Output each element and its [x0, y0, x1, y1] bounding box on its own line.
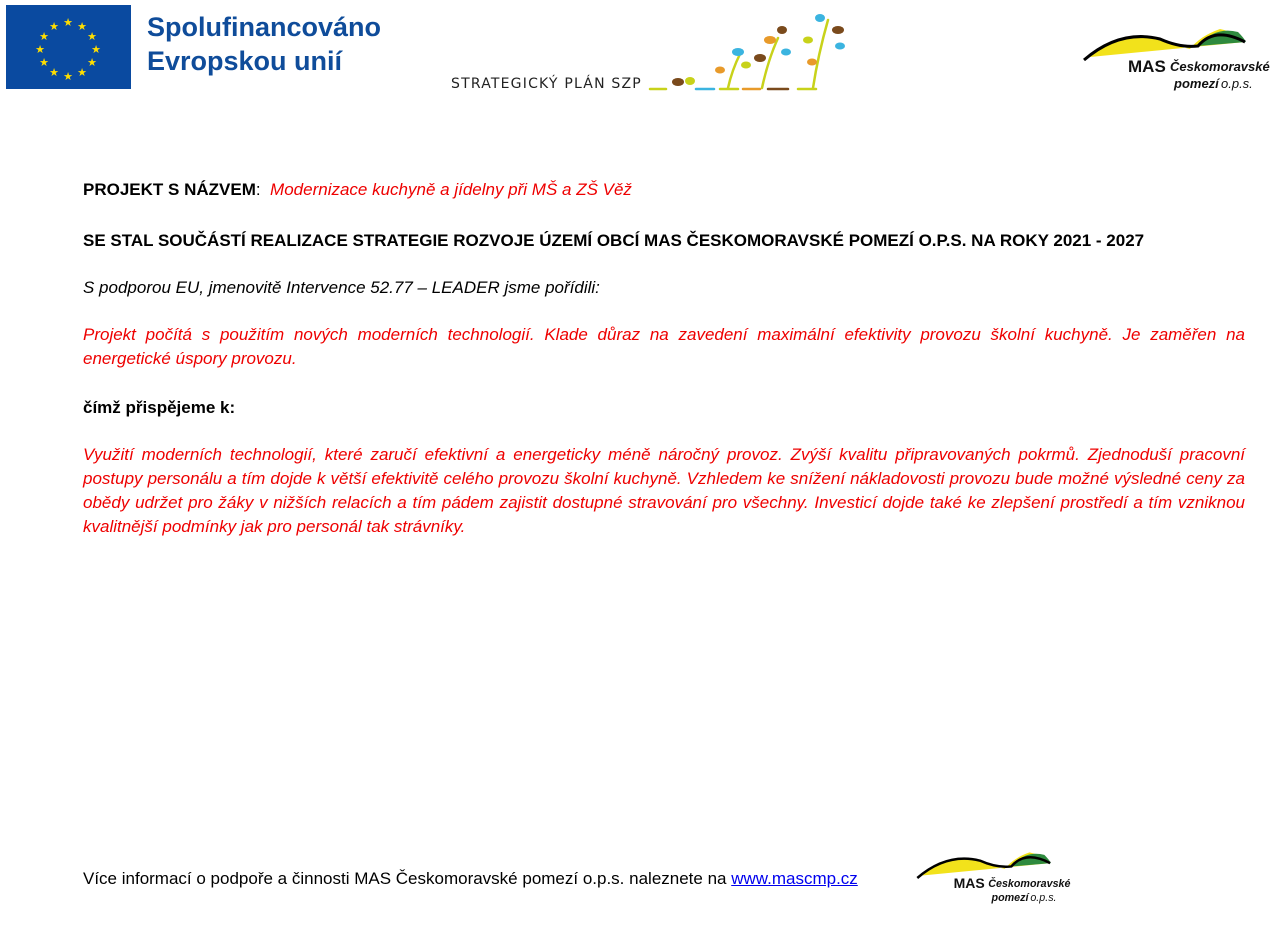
project-title-line	[83, 178, 1245, 202]
project-name: Modernizace kuchyně a jídelny při MŠ a ZŠ Věž	[270, 180, 632, 199]
svg-text:★: ★	[91, 43, 101, 56]
mas-footer-mas: MAS	[953, 874, 985, 891]
contribution-heading: čímž přispějeme k:	[83, 398, 236, 417]
strategy-statement: SE STAL SOUČÁSTÍ REALIZACE STRATEGIE ROZVOJE ÚZEMÍ OBCÍ MAS ČESKOMORAVSKÉ POMEZÍ O.P.S. NA ROKY 2021 - 2027	[83, 231, 1145, 250]
svg-text:★: ★	[87, 30, 97, 43]
szp-plants-icon	[648, 10, 848, 94]
footer-website-link[interactable]: www.mascmp.cz	[731, 869, 858, 888]
mas-logo-mas: MAS	[1128, 57, 1166, 76]
mas-footer-ops: o.p.s.	[1030, 892, 1057, 905]
svg-text:★: ★	[49, 20, 59, 33]
mas-logo-pomezi: pomezí	[1174, 76, 1219, 91]
svg-text:★: ★	[77, 20, 87, 33]
footer-info	[83, 867, 923, 891]
eu-flag-logo	[6, 5, 131, 89]
project-description: Projekt počítá s použitím nových moderních technologií. Klade důraz na zavedení maximální efektivity provozu školní kuchyně. Je zaměřen na energetické úspory provozu.	[83, 325, 1245, 368]
eu-cofinanced-text	[147, 10, 381, 78]
project-separator: :	[255, 180, 261, 199]
svg-text:★: ★	[49, 66, 59, 79]
mas-logo	[1080, 24, 1280, 96]
szp-label: STRATEGICKÝ PLÁN SZP	[451, 76, 642, 92]
svg-text:★: ★	[39, 56, 49, 69]
svg-text:★: ★	[77, 66, 87, 79]
mas-logo-name: Českomoravské	[1170, 59, 1270, 74]
eu-text-line2: Evropskou unií	[147, 46, 343, 76]
eu-text-line1: Spolufinancováno	[147, 12, 382, 42]
svg-text:★: ★	[87, 56, 97, 69]
support-statement: S podporou EU, jmenovitě Intervence 52.77 – LEADER jsme pořídili:	[83, 278, 600, 297]
svg-text:★: ★	[39, 30, 49, 43]
svg-text:★: ★	[63, 16, 73, 29]
project-label: PROJEKT S NÁZVEM	[83, 180, 256, 199]
svg-text:★: ★	[63, 70, 73, 83]
svg-text:★: ★	[35, 43, 45, 56]
project-benefits: Využití moderních technologií, které zaručí efektivní a energeticky méně náročný provoz. Zvýší kvalitu připravovaných pokrmů. Zjednoduší pracovní postupy personálu a tím dojde k větší efektivitě celého provozu školní kuchyně. Vzhledem ke snížení nákladovosti provozu bude možné výsledné ceny za obědy udržet pro žáky v nižších relacích a tím pádem zajistit dostupné stravování pro všechny. Investicí dojde také ke zlepšení prostředí a tím vzniknou kvalitnější podmínky jak pro personál tak strávníky.	[83, 445, 1245, 536]
mas-footer-name: Českomoravské	[988, 878, 1071, 891]
footer-text: Více informací o podpoře a činnosti MAS Českomoravské pomezí o.p.s. naleznete na	[83, 869, 732, 888]
mas-footer-pomezi: pomezí	[991, 892, 1029, 905]
eu-stars-icon	[6, 5, 131, 89]
mas-logo-ops: o.p.s.	[1221, 76, 1253, 91]
mas-logo-footer	[914, 848, 1079, 908]
